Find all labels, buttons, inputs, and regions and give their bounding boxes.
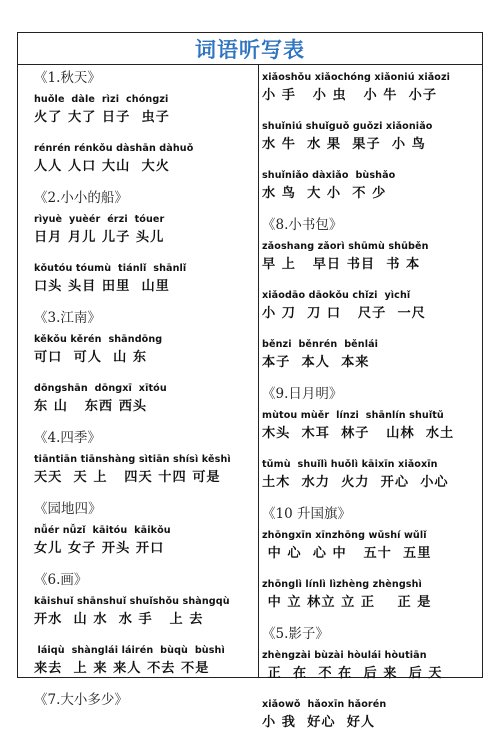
pinyin-line: kěkǒu kěrén shāndōng [34, 334, 163, 345]
lesson-heading: 《3.江南》 [34, 310, 101, 326]
pinyin-line: nǚér nǚzǐ kāitóu kāikǒu [34, 525, 171, 536]
vocab-entry [262, 287, 490, 334]
lesson-heading: 《7.大小多少》 [34, 692, 128, 708]
vocab-entry [262, 407, 490, 454]
hanzi-line: 日月 月儿 儿子 头儿 [34, 230, 165, 245]
pinyin-line: běnzi běnrén běnlái [262, 339, 379, 350]
vocab-entry [34, 331, 262, 378]
pinyin-line: shuǐniú shuǐguǒ guǒzi xiǎoniǎo [262, 121, 433, 132]
vocab-entry [262, 696, 490, 743]
left-column [34, 67, 262, 711]
lesson-heading: 《园地四》 [34, 501, 102, 517]
pinyin-line: kǒutóu tóumù tiánlǐ shānlǐ [34, 263, 187, 274]
hanzi-line: 开水 山 水 水 手 上 去 [34, 612, 204, 627]
worksheet [17, 32, 483, 730]
hanzi-line: 水 鸟 大 小 不 少 [262, 186, 387, 201]
pinyin-line: xiǎodāo dāokǒu chǐzi yìchǐ [262, 290, 411, 301]
vocab-entry [34, 140, 262, 187]
page-title: 词语听写表 [195, 37, 305, 62]
pinyin-line: zhōnglì línlì lìzhèng zhèngshì [262, 579, 422, 590]
vocab-entry [262, 238, 490, 285]
vocab-entry [262, 69, 490, 116]
vocab-entry [262, 647, 490, 694]
pinyin-line: kāishuǐ shānshuǐ shuǐshǒu shàngqù [34, 596, 230, 607]
pinyin-line: tǔmù shuǐlì huǒlì kāixīn xiǎoxīn [262, 459, 438, 470]
lesson-heading: 《6.画》 [34, 572, 88, 588]
vocab-entry [262, 118, 490, 165]
pinyin-line: shuǐniǎo dàxiǎo bùshǎo [262, 170, 396, 181]
vocab-entry [262, 456, 490, 503]
hanzi-line: 东 山 东西 西头 [34, 399, 148, 414]
vocab-entry [34, 91, 262, 138]
hanzi-line: 女儿 女子 开头 开口 [34, 541, 165, 556]
vocab-entry [262, 336, 490, 383]
vocab-entry [262, 167, 490, 214]
vocab-entry [262, 527, 490, 574]
vocab-entry [262, 576, 490, 623]
vocab-entry [34, 451, 262, 498]
hanzi-line: 正 在 不 在 后 来 后 天 [262, 666, 443, 681]
right-column [262, 67, 490, 743]
title-row [18, 33, 482, 65]
pinyin-line: tiāntiān tiānshàng sìtiān shísì kěshì [34, 454, 231, 465]
hanzi-line: 小 我 好心 好人 [262, 715, 376, 730]
pinyin-line: rìyuè yuèér érzi tóuer [34, 214, 165, 225]
hanzi-line: 可口 可人 山 东 [34, 350, 148, 365]
hanzi-line: 中 心 心 中 五十 五里 [262, 546, 432, 561]
hanzi-line: 早 上 早日 书目 书 本 [262, 257, 421, 272]
vocab-entry [34, 593, 262, 640]
pinyin-line: láiqù shànglái láirén bùqù bùshì [34, 645, 225, 656]
pinyin-line: rénrén rénkǒu dàshān dàhuǒ [34, 143, 194, 154]
lesson-heading: 《10 升国旗》 [262, 506, 351, 522]
hanzi-line: 中 立 林立 立 正 正 是 [262, 595, 432, 610]
vocab-entry [34, 380, 262, 427]
pinyin-line: dōngshān dōngxī xītóu [34, 383, 167, 394]
pinyin-line: zhèngzài bùzài hòulái hòutiān [262, 650, 427, 661]
hanzi-line: 人人 人口 大山 大火 [34, 159, 170, 174]
vocab-entry [34, 522, 262, 569]
hanzi-line: 木头 木耳 林子 山林 水土 [262, 426, 455, 441]
hanzi-line: 土木 水力 火力 开心 小心 [262, 475, 449, 490]
vocab-entry [34, 642, 262, 689]
hanzi-line: 火了 大了 日子 虫子 [34, 110, 170, 125]
pinyin-line: huǒle dàle rìzi chóngzi [34, 94, 169, 105]
vocab-entry [34, 260, 262, 307]
pinyin-line: mùtou mùěr línzi shānlín shuǐtǔ [262, 410, 444, 421]
pinyin-line: zǎoshang zǎorì shūmù shūběn [262, 241, 429, 252]
pinyin-line: xiǎowǒ hǎoxīn hǎorén [262, 699, 387, 710]
lesson-heading: 《9.日月明》 [262, 386, 343, 402]
hanzi-line: 来去 上 来 来人 不去 不是 [34, 661, 210, 676]
lesson-heading: 《8.小书包》 [262, 217, 343, 233]
vocab-entry [34, 211, 262, 258]
lesson-heading: 《1.秋天》 [34, 70, 101, 86]
pinyin-line: xiǎoshǒu xiǎochóng xiǎoniú xiǎozi [262, 72, 451, 83]
lesson-heading: 《4.四季》 [34, 430, 101, 446]
hanzi-line: 水 牛 水 果 果子 小 鸟 [262, 137, 426, 152]
lesson-heading: 《5.影子》 [262, 626, 329, 642]
lesson-heading: 《2.小小的船》 [34, 190, 128, 206]
pinyin-line: zhōngxīn xīnzhōng wǔshí wǔlǐ [262, 530, 427, 541]
hanzi-line: 本子 本人 本来 [262, 355, 370, 370]
hanzi-line: 小 刀 刀 口 尺子 一尺 [262, 306, 426, 321]
hanzi-line: 口头 头目 田里 山里 [34, 279, 170, 294]
hanzi-line: 小 手 小 虫 小 牛 小子 [262, 88, 438, 103]
hanzi-line: 天天 天 上 四天 十四 可是 [34, 470, 221, 485]
